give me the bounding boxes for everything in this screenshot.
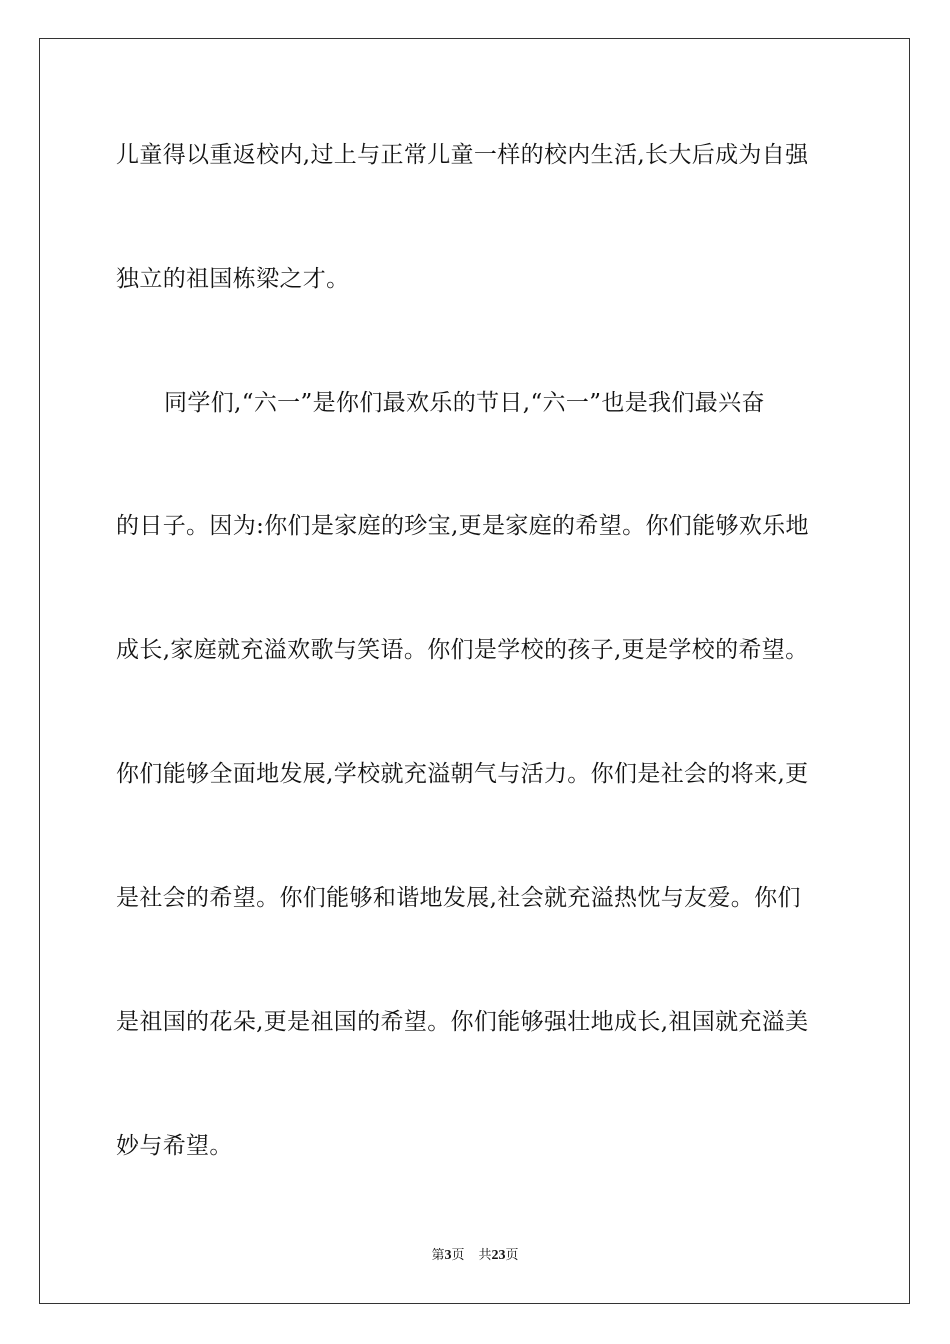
paragraph-line: 是社会的希望。你们能够和谐地发展,社会就充溢热忱与友爱。你们 (116, 885, 801, 911)
paragraph-first-line: 同学们,“六一”是你们最欢乐的节日,“六一”也是我们最兴奋 (164, 390, 765, 416)
paragraph-line: 儿童得以重返校内,过上与正常儿童一样的校内生活,长大后成为自强 (116, 142, 809, 168)
current-page-number: 3 (444, 1248, 452, 1263)
total-suffix: 页 (505, 1248, 519, 1263)
page-prefix: 第 (431, 1248, 445, 1263)
page-footer (0, 1247, 950, 1265)
paragraph-line: 成长,家庭就充溢欢歌与笑语。你们是学校的孩子,更是学校的希望。 (116, 637, 809, 663)
paragraph-line: 独立的祖国栋梁之才。 (116, 266, 350, 292)
paragraph-line: 是祖国的花朵,更是祖国的希望。你们能够强壮地成长,祖国就充溢美 (116, 1009, 809, 1035)
page-suffix: 页 (451, 1248, 465, 1263)
total-prefix: 共 (478, 1248, 492, 1263)
paragraph-line: 的日子。因为:你们是家庭的珍宝,更是家庭的希望。你们能够欢乐地 (116, 513, 809, 539)
paragraph-line: 你们能够全面地发展,学校就充溢朝气与活力。你们是社会的将来,更 (116, 761, 809, 787)
total-pages-number: 23 (491, 1248, 506, 1263)
paragraph-line: 妙与希望。 (116, 1133, 233, 1159)
page-border (39, 38, 910, 1304)
